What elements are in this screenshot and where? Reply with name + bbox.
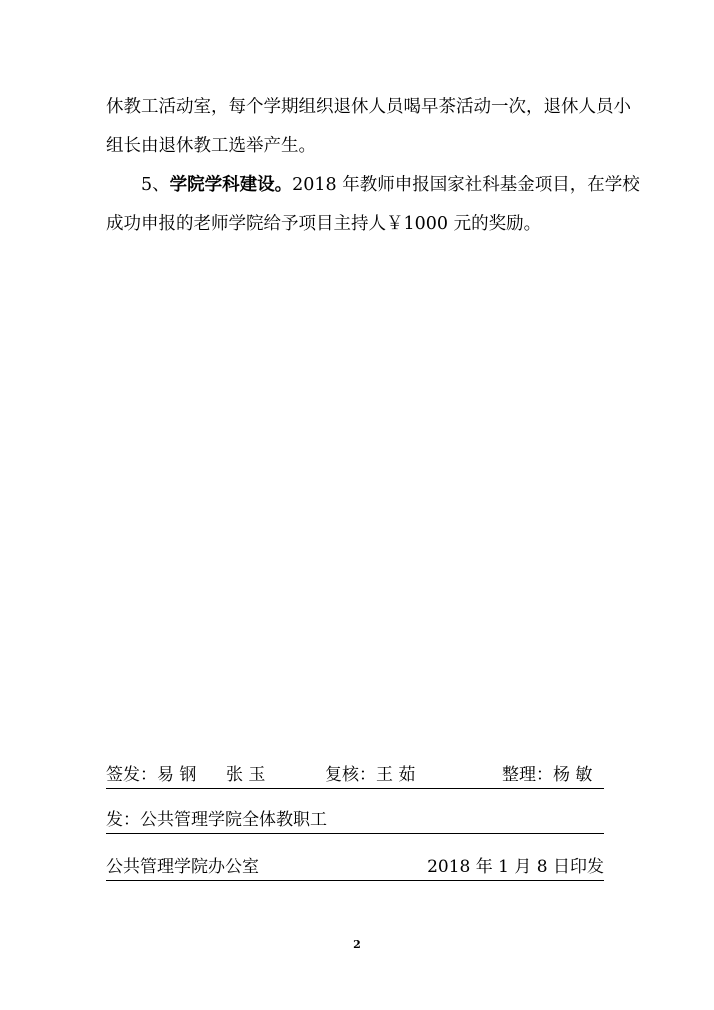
distribute-text: 发：公共管理学院全体教职工 — [106, 810, 327, 830]
page-number: 2 — [353, 938, 361, 951]
body-line-1: 休教工活动室，每个学期组织退休人员喝早茶活动一次，退休人员小 — [106, 97, 631, 117]
item-5-line-1 — [141, 174, 640, 196]
organize-label: 整理：杨 敏 — [502, 765, 593, 785]
item-5-heading: 学院学科建设。 — [169, 175, 293, 195]
footer-distribute-row — [106, 809, 604, 834]
item-5-number: 5、 — [141, 175, 170, 195]
print-date: 2018 年 1 月 8 日印发 — [427, 857, 604, 877]
item-5-line-2: 成功申报的老师学院给予项目主持人￥1000 元的奖励。 — [106, 214, 542, 234]
item-5-text: 2018 年教师申报国家社科基金项目，在学校 — [292, 175, 640, 195]
office-name: 公共管理学院办公室 — [106, 857, 259, 877]
signoff-label: 签发：易 钢 — [106, 765, 197, 785]
body-line-2: 组长由退休教工选举产生。 — [106, 136, 316, 156]
footer-office-row — [106, 856, 604, 881]
footer-signoff-row — [106, 764, 604, 789]
review-label: 复核：王 茹 — [325, 765, 416, 785]
signoff-second: 张 玉 — [226, 765, 266, 785]
